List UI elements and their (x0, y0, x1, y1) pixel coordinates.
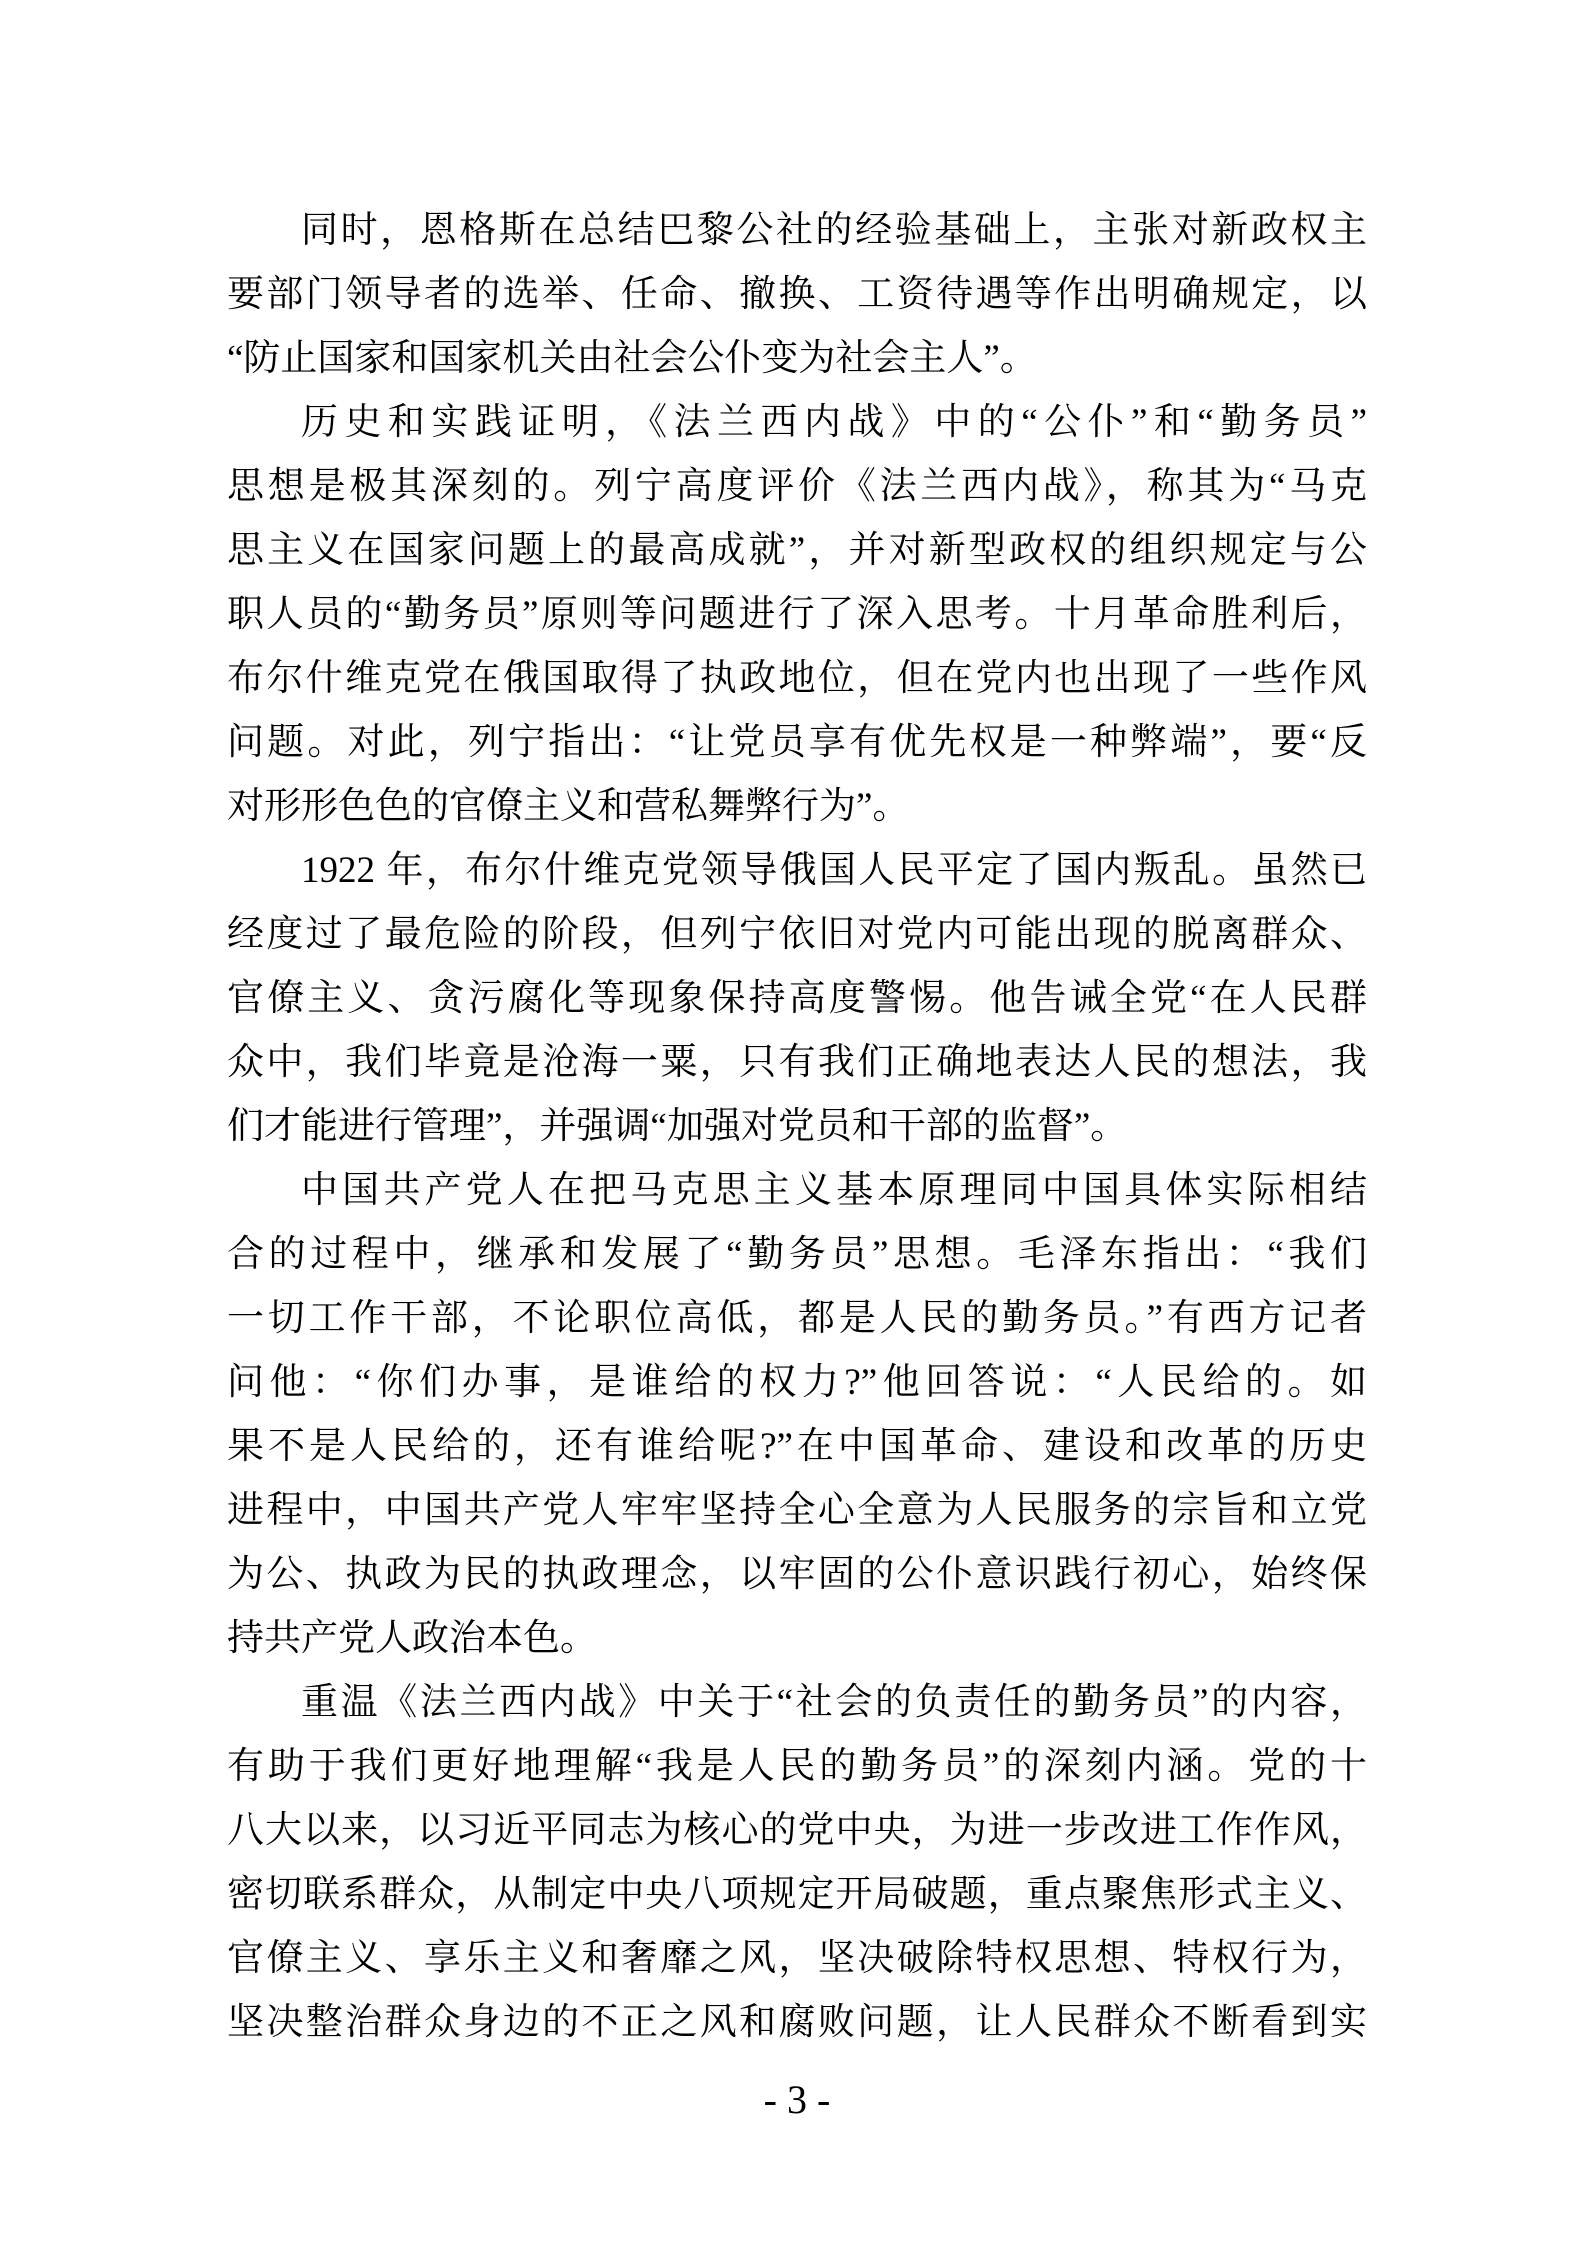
text-line: 布尔什维克党在俄国取得了执政地位，但在党内也出现了一些作风 (227, 658, 1367, 699)
text-line: 八大以来，以习近平同志为核心的党中央，为进一步改进工作作风， (227, 1810, 1367, 1851)
text-line: 1922 年，布尔什维克党领导俄国人民平定了国内叛乱。虽然已 (301, 850, 1367, 891)
text-line: “防止国家和国家机关由社会公仆变为社会主人”。 (227, 338, 1037, 379)
text-line: 问题。对此，列宁指出：“让党员享有优先权是一种弊端”，要“反 (227, 722, 1367, 763)
text-line: 同时，恩格斯在总结巴黎公社的经验基础上，主张对新政权主 (301, 210, 1367, 251)
text-line: 们才能进行管理”，并强调“加强对党员和干部的监督”。 (227, 1106, 1128, 1147)
text-line: 持共产党人政治本色。 (227, 1618, 597, 1659)
text-line: 对形形色色的官僚主义和营私舞弊行为”。 (227, 786, 910, 827)
text-line: 密切联系群众，从制定中央八项规定开局破题，重点聚焦形式主义、 (227, 1874, 1367, 1915)
text-line: 历史和实践证明，《法兰西内战》中的“公仆”和“勤务员” (301, 402, 1367, 443)
text-line: 合的过程中，继承和发展了“勤务员”思想。毛泽东指出：“我们 (227, 1234, 1367, 1275)
text-line: 职人员的“勤务员”原则等问题进行了深入思考。十月革命胜利后， (227, 594, 1367, 635)
text-line: 进程中，中国共产党人牢牢坚持全心全意为人民服务的宗旨和立党 (227, 1490, 1367, 1531)
text-line: 问他：“你们办事，是谁给的权力?”他回答说：“人民给的。如 (227, 1362, 1367, 1403)
text-line: 为公、执政为民的执政理念，以牢固的公仆意识践行初心，始终保 (227, 1554, 1367, 1595)
text-line: 有助于我们更好地理解“我是人民的勤务员”的深刻内涵。党的十 (227, 1746, 1367, 1787)
text-line: 官僚主义、享乐主义和奢靡之风，坚决破除特权思想、特权行为， (227, 1938, 1367, 1979)
text-line: 重温《法兰西内战》中关于“社会的负责任的勤务员”的内容， (301, 1682, 1367, 1723)
text-line: 众中，我们毕竟是沧海一粟，只有我们正确地表达人民的想法，我 (227, 1042, 1367, 1083)
text-line: 经度过了最危险的阶段，但列宁依旧对党内可能出现的脱离群众、 (227, 914, 1367, 955)
text-line: 官僚主义、贪污腐化等现象保持高度警惕。他告诫全党“在人民群 (227, 978, 1367, 1019)
text-line: 思主义在国家问题上的最高成就”，并对新型政权的组织规定与公 (227, 530, 1367, 571)
body-text (227, 199, 1367, 2055)
text-line: 中国共产党人在把马克思主义基本原理同中国具体实际相结 (301, 1170, 1367, 1211)
text-line: 要部门领导者的选举、任命、撤换、工资待遇等作出明确规定，以 (227, 274, 1367, 315)
text-line: 坚决整治群众身边的不正之风和腐败问题，让人民群众不断看到实 (227, 2002, 1367, 2043)
text-line: 一切工作干部，不论职位高低，都是人民的勤务员。”有西方记者 (227, 1298, 1367, 1339)
text-line: 果不是人民给的，还有谁给呢?”在中国革命、建设和改革的历史 (227, 1426, 1367, 1467)
page-number: - 3 - (763, 2077, 831, 2122)
text-line: 思想是极其深刻的。列宁高度评价《法兰西内战》，称其为“马克 (227, 466, 1367, 507)
